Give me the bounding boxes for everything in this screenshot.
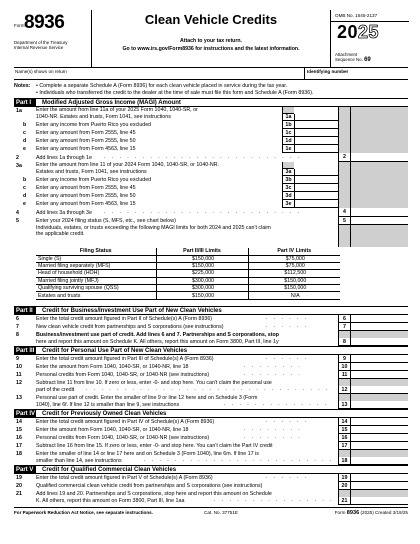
outer-box-shaded [338,129,350,137]
line-box: 10 [338,363,350,371]
outer-box-shaded [338,121,350,129]
line-box: 3e [282,200,294,208]
attachment-label: Attachment [335,52,358,57]
outer-amt-shaded [350,331,408,338]
line-12-amount[interactable] [350,386,408,394]
table-row [36,277,340,284]
line-box: 11 [338,371,350,379]
table-cell: $150,000 [248,277,340,284]
form-title: Clean Vehicle Credits [144,12,278,27]
outer-amt-shaded [350,162,408,176]
instructions-link[interactable]: Go to www.irs.gov/Form8936 for instructions and the latest information. [122,46,300,52]
outer-box-shaded [338,450,350,457]
leader-dots: . . . . . . . . . . . . . . . . . . . . . . . . . . [104,154,302,160]
line-21: 21 Add lines 19 and 20. Partnerships and S corporations, stop here and report this amount on Schedule K. All others, report this amount on Form 3800, Part III, line 1aa . . . . . . . . . . . . . . . . 21 [14,490,408,505]
line-box: 3a [282,169,294,176]
line-21-amount[interactable] [350,497,408,505]
table-cell: $150,000 [248,285,340,292]
line-3a-amount[interactable] [294,169,338,176]
identifying-number-field[interactable] [304,68,408,80]
line-box: 1e [282,145,294,153]
line-1a-amount[interactable] [294,114,338,121]
outer-box-shaded [338,162,350,176]
line-1a [14,107,408,121]
line-1e: e Enter any amount from Form 4563, line 15 1e [14,145,408,153]
leader-dots: . . . . . . . . . . . . . . [224,401,329,407]
line-10: 10 Enter the amount from Form 1040, 1040-SR, or 1040-NR, line 18 . . . . . . . . 10 [14,363,408,371]
line-6-amount[interactable] [350,315,408,323]
line-9-amount[interactable] [350,355,408,363]
line-box: 9 [338,355,350,363]
line-text: Add lines 19 and 20. Partnerships and S corporations, stop here and report this amount on Schedule K. All others, report this amount on Form 3800, Part III, line 1aa [36,491,272,504]
leader-dots: . . . . . . . . [244,363,303,369]
line-9: 9 Enter the total credit amount figured in Part III of Schedule(s) A (Form 8936) . . . . . . 9 [14,355,408,363]
line-text: Enter the amount from line 11a of your 2025 Form 1040, 1040-SR, or 1040-NR. Estates and trusts, Form 1041, see instructions [36,107,198,120]
form-label: Form [14,23,25,28]
line-text: Enter the amount from line 11 of your 2024 Form 1040, 1040-SR, or 1040-NR. Estates and trusts, Form 1041, see instructions [36,162,220,175]
part-3-label: Part III [16,348,35,354]
table-cell: $300,000 [156,285,248,292]
table-cell: $300,000 [156,277,248,284]
leader-dots: . . . . . . . . . . . . . . . . . . . . . . . . . [144,457,334,463]
outer-amt-shaded [350,137,408,145]
line-text: Subtract line 16 from line 15. If zero or less, enter -0- and stop here. You can't claim the Part IV credit [36,443,273,449]
line-box: 15 [338,426,350,434]
outer-amt-shaded [350,394,408,401]
omb-number: OMB No. 1545-2137 [335,13,378,18]
line-1b: b Enter any income from Puerto Rico you excluded 1b [14,121,408,129]
part-1-title: Modified Adjusted Gross Income (MAGI) Amount [42,100,181,106]
line-14: 14 Enter the total credit amount figured in Part IV of Schedule(s) A (Form 8936) . . . . . . 14 [14,418,408,426]
line-7: 7 New clean vehicle credit from partnerships and S corporations (see instructions) . . . . . . 7 [14,323,408,331]
outer-amt-shaded [350,145,408,153]
line-14-amount[interactable] [350,418,408,426]
part-2-header [14,306,408,315]
table-cell: $150,000 [156,292,248,299]
line-box: 18 [338,457,350,465]
table-cell: Qualifying surviving spouse (QSS) [36,285,156,292]
line-19-amount[interactable] [350,474,408,482]
table-row [36,270,340,277]
leader-dots: . . . . . . . . [244,434,303,440]
year-prefix: 20 [337,22,359,42]
line-2: 2 Add lines 1a through 1e . . . . . . . . . . . . . . . . . . . . . . . . . . 2 [14,153,408,162]
line-text: Qualified commercial clean vehicle credit from partnerships and S corporations (see instructions) [36,483,263,489]
line-text: Enter the amount from Form 1040, 1040-SR, or 1040-NR, line 18 [36,364,189,370]
line-text: Personal use part of credit. Enter the smaller of line 9 or line 12 here and on Schedule 3 (Form 1040), line 6f. If line 12 is smaller than line 9, see instructions [36,395,258,408]
part-1-header [14,98,408,107]
filing-status-input[interactable] [350,217,408,225]
line-20-amount[interactable] [350,482,408,490]
line-text: Subtract line 11 from line 10. If zero or less, enter -0- and stop here. You can't claim the personal use part of the credit [36,380,272,393]
outer-amt-shaded [350,107,408,121]
line-17-amount[interactable] [350,442,408,450]
line-8: 8 Business/investment use part of credit. Add lines 6 and 7. Partnerships and S corporations, stop here and report this amount on Schedule K. All others, report this amount on Form 3800, Part III, line 1y 8 [14,331,408,346]
form-footer [14,507,408,516]
line-box-shaded [282,162,294,169]
attach-note: Attach to your tax return. [180,38,242,44]
line-text: Enter the total credit amount figured in Part III of Schedule(s) A (Form 8936) [36,356,214,362]
form-page [14,10,408,538]
line-3b: b Enter any income from Puerto Rico you excluded 3b [14,176,408,184]
line-5: 5 Enter your 2024 filing status (S, MFS, etc., see chart below) Individuals, estates, or trusts exceeding the following MAGI limits for both 2024 and 2025 can't claim the applicable credit. 5 [14,217,408,247]
outer-amt-shaded [350,192,408,200]
line-3d-amount[interactable] [294,192,338,200]
line-text: Personal credits from Form 1040, 1040-SR, or 1040-NR (see instructions) [36,435,210,441]
part-1-label: Part I [14,99,36,107]
outer-amt-shaded [350,129,408,137]
line-3b-amount[interactable] [294,176,338,184]
department [14,40,90,50]
table-cell: $75,000 [248,255,340,262]
note-1: • Complete a separate Schedule A (Form 8936) for each clean vehicle placed in service during the tax year. [36,83,288,89]
year-suffix: 25 [358,22,380,42]
line-7-amount[interactable] [350,323,408,331]
line-box: 4 [338,208,350,217]
line-number: 1a [16,108,22,114]
line-box: 14 [338,418,350,426]
sequence-label: Sequence No. [335,57,363,62]
tax-year [337,22,379,43]
filing-status-table [36,248,340,300]
leader-dots: . . . . . . . . . . . . . . . . . . . . . . . . . . . . . . . . [86,386,330,392]
line-text: Personal credits from Form 1040, 1040-SR, or 1040-NR (see instructions) [36,372,210,378]
line-text: Enter the amount from Form 1040, 1040-SR, or 1040-NR, line 18 [36,427,189,433]
line-text: Enter the total credit amount figured in Part V of Schedule(s) A (Form 8936) [36,475,213,481]
outer-box-shaded [338,176,350,184]
line-19: 19 Enter the total credit amount figured in Part V of Schedule(s) A (Form 8936) . . . . . . 19 [14,474,408,482]
outer-amt-shaded [350,121,408,129]
line-box: 3c [282,184,294,192]
attachment-sequence [335,52,371,63]
table-cell: $150,000 [156,255,248,262]
outer-box-shaded [338,200,350,208]
leader-dots: . . . . . . [266,315,309,321]
line-1d: d Enter any amount from Form 2555, line 50 1d [14,137,408,145]
line-box: 16 [338,434,350,442]
line-18: 18 Enter the smaller of line 14 or line 17 here and on Schedule 3 (Form 1040), line 6m. If line 17 is smaller than line 14, see instructions . . . . . . . . . . . . . . . . . . . . . . . . . 18 [14,450,408,465]
leader-dots: . . . . . . . . [244,426,303,432]
table-header-cell: Part II/III Limits [156,248,248,255]
table-cell: Married filing separately (MFS) [36,262,156,269]
line-12: 12 Subtract line 11 from line 10. If zero or less, enter -0- and stop here. You can't claim the personal use part of the credit . . . . . . . . . . . . . . . . . . . . . . . . . . . . . . . . 12 [14,379,408,394]
line-text: Enter your 2024 filing status (S, MFS, etc., see chart below) Individuals, estates, or trusts exceeding the following MAGI limits for both 2024 and 2025 can't claim the applicable credit. [36,218,271,238]
line-text: Enter any amount from Form 2555, line 45 [36,185,136,191]
part-4-label: Part IV [16,411,36,417]
outer-box-shaded [338,490,350,497]
outer-box-shaded [338,331,350,338]
line-box: 5 [338,217,350,225]
outer-box-shaded [338,394,350,401]
leader-dots: . . . . . . [266,323,309,329]
line-3e: e Enter any amount from Form 4563, line 15 3e [14,200,408,208]
notes-label: Notes: [14,83,31,89]
table-cell: Estates and trusts [36,292,156,299]
line-box: 21 [338,497,350,505]
line-box: 1a [282,114,294,121]
table-row [36,255,340,262]
line-16-amount[interactable] [350,434,408,442]
department-name: Department of the Treasury [14,40,68,45]
line-1e-amount[interactable] [294,145,338,153]
line-8-amount[interactable] [350,338,408,346]
line-box: 13 [338,401,350,409]
line-11: 11 Personal credits from Form 1040, 1040-SR, or 1040-NR (see instructions) . . . . . . . . 11 [14,371,408,379]
line-text: Enter any amount from Form 4563, line 15 [36,201,136,207]
line-1c-amount[interactable] [294,129,338,137]
catalog-number: Cat. No. 37751E [204,510,238,515]
line-box: 3b [282,176,294,184]
leader-dots: . . . . . . . . . . . . . . . . [214,497,335,503]
line-box: 1b [282,121,294,129]
title-block [92,10,330,68]
paperwork-notice: For Paperwork Reduction Act Notice, see separate instructions. [14,510,153,515]
line-text: Enter any amount from Form 4563, line 15 [36,146,136,152]
outer-amt-shaded [350,490,408,497]
line-1b-amount[interactable] [294,121,338,129]
name-label: Name(s) shown on return [15,69,67,74]
line-20: 20 Qualified commercial clean vehicle credit from partnerships and S corporations (see instructions) 20 [14,482,408,490]
line-text: Enter any income from Puerto Rico you excluded [36,122,152,128]
part-3-title: Credit for Personal Use Part of New Clean Vehicles [42,348,188,354]
sequence-number: 69 [364,57,371,63]
line-text: Enter any amount from Form 2555, line 50 [36,193,136,199]
line-3a: 3a Enter the amount from line 11 of your 2024 Form 1040, 1040-SR, or 1040-NR. Estates and trusts, Form 1041, see instructions 3a [14,162,408,176]
line-text: Enter any amount from Form 2555, line 45 [36,130,136,136]
table-cell: N/A [248,292,340,299]
note-2: • Individuals who transferred the credit to the dealer at the time of sale must file this form and Schedule A (Form 8936). [36,90,314,96]
line-box: 12 [338,386,350,394]
line-11-amount[interactable] [350,371,408,379]
line-box: 7 [338,323,350,331]
line-box: 8 [338,338,350,346]
line-16: 16 Personal credits from Form 1040, 1040-SR, or 1040-NR (see instructions) . . . . . . . . 16 [14,434,408,442]
line-text: Business/investment use part of credit. Add lines 6 and 7. Partnerships and S corporations, stop here and report this amount on Schedule K. All others, report this amount on Form 3800, Part III, line 1y [36,332,279,345]
table-cell: Head of household (HOH) [36,270,156,277]
omb-block [330,10,408,68]
outer-amt-shaded [350,450,408,457]
line-18-amount[interactable] [350,457,408,465]
line-text: Enter the smaller of line 14 or line 17 here and on Schedule 3 (Form 1040), line 6m. If line 17 is smaller than line 14, see instructions [36,451,259,464]
line-13: 13 Personal use part of credit. Enter the smaller of line 9 or line 12 here and on Schedule 3 (Form 1040), line 6f. If line 12 is smaller than line 9, see instructions . . . . . . . . . . . . . . 13 [14,394,408,409]
table-row [36,285,340,292]
line-15-amount[interactable] [350,426,408,434]
outer-box-shaded [338,192,350,200]
part-2-title: Credit for Business/Investment Use Part of New Clean Vehicles [42,308,222,314]
outer-box-shaded [338,225,350,247]
outer-box-shaded [338,379,350,386]
leader-dots: . . . . . . [266,418,309,424]
name-row[interactable] [14,68,408,80]
table-cell: Single (S) [36,255,156,262]
outer-amt-shaded [350,379,408,386]
part-3-header [14,346,408,355]
line-box: 20 [338,482,350,490]
line-13-amount[interactable] [350,401,408,409]
part-5-title: Credit for Qualified Commercial Clean Vehicles [42,467,177,473]
outer-box-shaded [338,137,350,145]
line-box: 17 [338,442,350,450]
line-4-amount[interactable] [350,208,408,217]
line-3e-amount[interactable] [294,200,338,208]
leader-dots: . . . . . . [266,355,309,361]
table-row [36,262,340,269]
line-box: 1c [282,129,294,137]
line-text: Enter the total credit amount figured in Part IV of Schedule(s) A (Form 8936) [36,419,215,425]
line-text: Enter any income from Puerto Rico you excluded [36,177,152,183]
table-header [36,248,340,255]
part-5-label: Part V [14,466,36,474]
line-4: 4 Add lines 3a through 3e . . . . . . . . . . . . . . . . . . . . . . . . . . 4 [14,208,408,217]
line-text: New clean vehicle credit from partnerships and S corporations (see instructions) [36,324,224,330]
line-6: 6 Enter the total credit amount figured in Part II of Schedule(s) A (Form 8936) . . . . . . 6 [14,315,408,323]
line-box: 3d [282,192,294,200]
table-cell: Married filing jointly (MFJ) [36,277,156,284]
table-header-cell: Filing Status [36,248,156,255]
part-5-header [14,465,408,474]
table-cell: $75,000 [248,262,340,269]
outer-amt-shaded [350,225,408,247]
leader-dots: . . . . . . [266,474,309,480]
line-3c: c Enter any amount from Form 2555, line 45 3c [14,184,408,192]
form-id-block [14,10,92,68]
leader-dots: . . . . . . . . [244,371,303,377]
line-2-amount[interactable] [350,153,408,162]
line-text: Enter the total credit amount figured in Part II of Schedule(s) A (Form 8936) [36,316,213,322]
table-cell: $150,000 [156,262,248,269]
part-4-title: Credit for Previously Owned Clean Vehicles [42,411,167,417]
table-cell: $225,000 [156,270,248,277]
line-3c-amount[interactable] [294,184,338,192]
line-1c: c Enter any amount from Form 2555, line 45 1c [14,129,408,137]
outer-box-shaded [338,145,350,153]
form-header [14,10,408,68]
outer-amt-shaded [350,200,408,208]
line-text: Add lines 1a through 1e [36,155,92,161]
outer-amt-shaded [350,184,408,192]
line-box: 2 [338,153,350,162]
line-box: 1d [282,137,294,145]
line-17: 17 Subtract line 16 from line 15. If zero or less, enter -0- and stop here. You can't claim the Part IV credit 17 [14,442,408,450]
form-number: 8936 [24,12,65,33]
identifying-number-label: Identifying number [307,69,349,74]
table-header-cell: Part IV Limits [248,248,340,255]
leader-dots: . . . . . . . . . . . . . . . . . . . . . . . . . . [104,209,302,215]
table-cell: $112,500 [248,270,340,277]
form-revision: Form 8936 (2025) Created 3/19/25 [334,510,408,516]
line-15: 15 Enter the amount from Form 1040, 1040-SR, or 1040-NR, line 18 . . . . . . . . 15 [14,426,408,434]
outer-amt-shaded [350,176,408,184]
irs-name: Internal Revenue Service [14,45,64,50]
outer-box-shaded [338,107,350,121]
part-4-header [14,409,408,418]
line-1d-amount[interactable] [294,137,338,145]
table-row [36,292,340,299]
line-text: Add lines 3a through 3e [36,210,92,216]
line-box: 6 [338,315,350,323]
line-3d: d Enter any amount from Form 2555, line 50 3d [14,192,408,200]
outer-box-shaded [338,184,350,192]
line-box: 19 [338,474,350,482]
line-10-amount[interactable] [350,363,408,371]
line-text: Enter any amount from Form 2555, line 50 [36,138,136,144]
part-2-label: Part II [14,307,36,315]
line-box-shaded [282,107,294,114]
